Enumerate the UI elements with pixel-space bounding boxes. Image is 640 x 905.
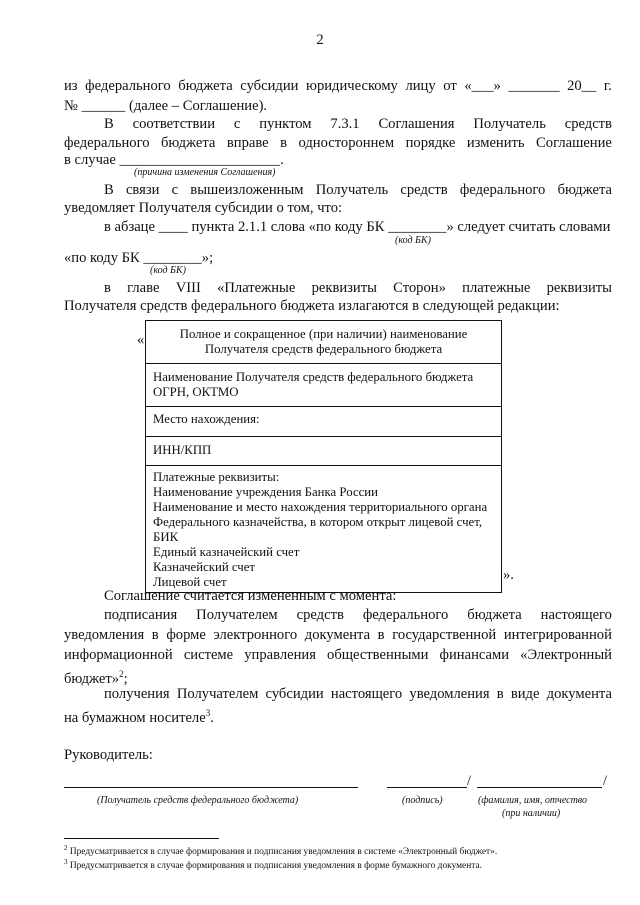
word: от xyxy=(443,78,457,94)
word: реквизиты xyxy=(546,280,612,296)
paragraph-6: Соглашение считается измененным с момента: xyxy=(104,588,397,604)
word: вправе xyxy=(226,135,269,151)
word: связи xyxy=(125,182,160,198)
word: в xyxy=(280,135,288,151)
word: федерального xyxy=(459,182,546,198)
table-row-location: Место нахождения: xyxy=(146,407,501,437)
payment-detail-line: Казначейский счет xyxy=(153,560,256,574)
payment-detail-line: Платежные реквизиты: xyxy=(153,470,280,484)
paragraph-8-line-2: на бумажном носителе$^3$. xyxy=(64,708,214,726)
word: получения xyxy=(104,686,170,702)
word: Получатель xyxy=(473,116,546,132)
word: управления xyxy=(244,647,316,663)
word: Сторон» xyxy=(393,280,446,296)
kbk-caption-1: (код БК) xyxy=(395,235,431,246)
signature-caption: (подпись) xyxy=(402,795,443,806)
word: _______ xyxy=(508,78,560,94)
paragraph-3-line-2: уведомляет Получателя субсидии о том, что: xyxy=(64,200,343,216)
word: 7.3.1 xyxy=(330,116,360,132)
word: пунктом xyxy=(259,116,312,132)
word: федерального xyxy=(64,135,150,151)
requisites-table xyxy=(145,320,502,593)
table-row-payment xyxy=(146,466,501,592)
word: Соглашение xyxy=(536,135,612,151)
word: настоящего xyxy=(540,607,612,623)
word: VIII xyxy=(175,280,201,296)
word: юридическому xyxy=(306,78,398,94)
paragraph-2-line-2 xyxy=(64,134,612,152)
word: уведомления xyxy=(409,686,490,702)
word: в xyxy=(496,686,504,702)
page-number: 2 xyxy=(316,32,324,48)
word: в xyxy=(104,280,111,296)
word: Соглашения xyxy=(378,116,455,132)
word: платежные xyxy=(462,280,531,296)
name-caption-line-1: (фамилия, имя, отчество xyxy=(478,795,588,806)
paragraph-4-line-1: в абзаце ____ пункта 2.1.1 слова «по коду БК ________» следует считать словами xyxy=(104,219,611,235)
word: виде xyxy=(510,686,540,702)
word: документа xyxy=(304,627,371,643)
paragraph-2-line-3: в случае ______________________. xyxy=(64,152,284,168)
paragraph-7-line-3 xyxy=(64,646,612,664)
word: реквизиты xyxy=(311,280,377,296)
payment-detail-line: Наименование и место нахождения территориального органа xyxy=(153,500,488,514)
paragraph-5-line-1 xyxy=(104,279,612,297)
word: «Платежные xyxy=(217,280,296,296)
word: настоящего xyxy=(330,686,403,702)
name-caption-line-2: (при наличии) xyxy=(502,808,561,819)
word: документа xyxy=(546,686,612,702)
payment-detail-line: БИК xyxy=(153,530,179,544)
name-line xyxy=(477,787,602,788)
word: В xyxy=(104,116,114,132)
paragraph-3-line-1 xyxy=(104,181,612,199)
word: Получателем xyxy=(196,607,278,623)
word: бюджета xyxy=(467,607,522,623)
word: в xyxy=(151,627,159,643)
word: общественными xyxy=(327,647,429,663)
word: соответствии xyxy=(132,116,216,132)
recipient-line xyxy=(64,787,358,788)
payment-detail-line: Федерального казначейства, в котором открыт лицевой счет, xyxy=(153,515,483,529)
word: Получатель xyxy=(315,182,389,198)
quote-close: ». xyxy=(503,567,514,583)
word: электронного xyxy=(213,627,298,643)
word: уведомления xyxy=(64,627,145,643)
word: «___» xyxy=(464,78,501,94)
word: порядке xyxy=(405,135,456,151)
kbk-caption-2: (код БК) xyxy=(150,265,186,276)
payment-details-list xyxy=(153,470,494,590)
word: информационной xyxy=(64,647,173,663)
word: государственной xyxy=(392,627,497,643)
word: средств xyxy=(296,607,344,623)
footnote-3: $^3$ Предусматривается в случае формирования и подписания уведомления в форме бумажного документа. xyxy=(64,858,482,872)
word: субсидии xyxy=(240,78,299,94)
reason-caption: (причина изменения Соглашения) xyxy=(134,167,276,178)
word: изменить xyxy=(466,135,525,151)
paragraph-2-line-1 xyxy=(104,115,612,133)
word: главе xyxy=(127,280,160,296)
word: интегрированной xyxy=(503,627,612,643)
recipient-caption: (Получатель средств федерального бюджета) xyxy=(97,795,299,806)
paragraph-1-line-1 xyxy=(64,77,612,95)
word: средств xyxy=(564,116,612,132)
word: федерального xyxy=(85,78,171,94)
word: субсидии xyxy=(265,686,324,702)
word: 20__ xyxy=(567,78,597,94)
word: г. xyxy=(603,78,612,94)
word: с xyxy=(171,182,179,198)
paragraph-8-line-1 xyxy=(104,685,612,703)
word: финансами xyxy=(439,647,510,663)
word: одностороннем xyxy=(298,135,395,151)
word: средств xyxy=(400,182,448,198)
word: в xyxy=(377,627,385,643)
payment-detail-line: Наименование учреждения Банка России xyxy=(153,485,379,499)
paragraph-7-line-2 xyxy=(64,626,612,644)
word: с xyxy=(233,116,241,132)
table-row-inn: ИНН/КПП xyxy=(146,437,501,466)
word: «Электронный xyxy=(520,647,612,663)
word: бюджета xyxy=(178,78,233,94)
slash-separator: / xyxy=(467,773,472,789)
word: В xyxy=(104,182,114,198)
word: подписания xyxy=(104,607,178,623)
word: бюджета xyxy=(557,182,612,198)
quote-open: « xyxy=(137,332,145,348)
signature-line xyxy=(387,787,467,788)
signature-heading: Руководитель: xyxy=(64,747,153,763)
paragraph-7-line-4: бюджет»$^2$; xyxy=(64,669,128,687)
paragraph-5-line-2: Получателя средств федерального бюджета излагаются в следующей редакции: xyxy=(64,298,560,314)
table-header: Полное и сокращенное (при наличии) наименование Получателя средств федерального бюджета xyxy=(146,321,501,364)
paragraph-1-line-2: № ______ (далее – Соглашение). xyxy=(64,98,268,114)
word: федерального xyxy=(362,607,449,623)
footnote-separator xyxy=(64,838,219,839)
payment-detail-line: Единый казначейский счет xyxy=(153,545,300,559)
slash-separator-end: / xyxy=(603,773,608,789)
word: Получателем xyxy=(176,686,259,702)
footnote-2: $^2$ Предусматривается в случае формирования и подписания уведомления в системе «Электронный бюджет». xyxy=(64,844,498,858)
table-row-name: Наименование Получателя средств федерального бюджета ОГРН, ОКТМО xyxy=(146,364,501,407)
word: бюджета xyxy=(160,135,216,151)
paragraph-7-line-1 xyxy=(104,606,612,624)
word: системе xyxy=(183,647,234,663)
word: лицу xyxy=(405,78,436,94)
paragraph-4-line-2: «по коду БК ________»; xyxy=(64,250,214,266)
word: вышеизложенным xyxy=(190,182,304,198)
word: из xyxy=(64,78,78,94)
payment-detail-line: Лицевой счет xyxy=(153,575,227,589)
word: форме xyxy=(166,627,206,643)
